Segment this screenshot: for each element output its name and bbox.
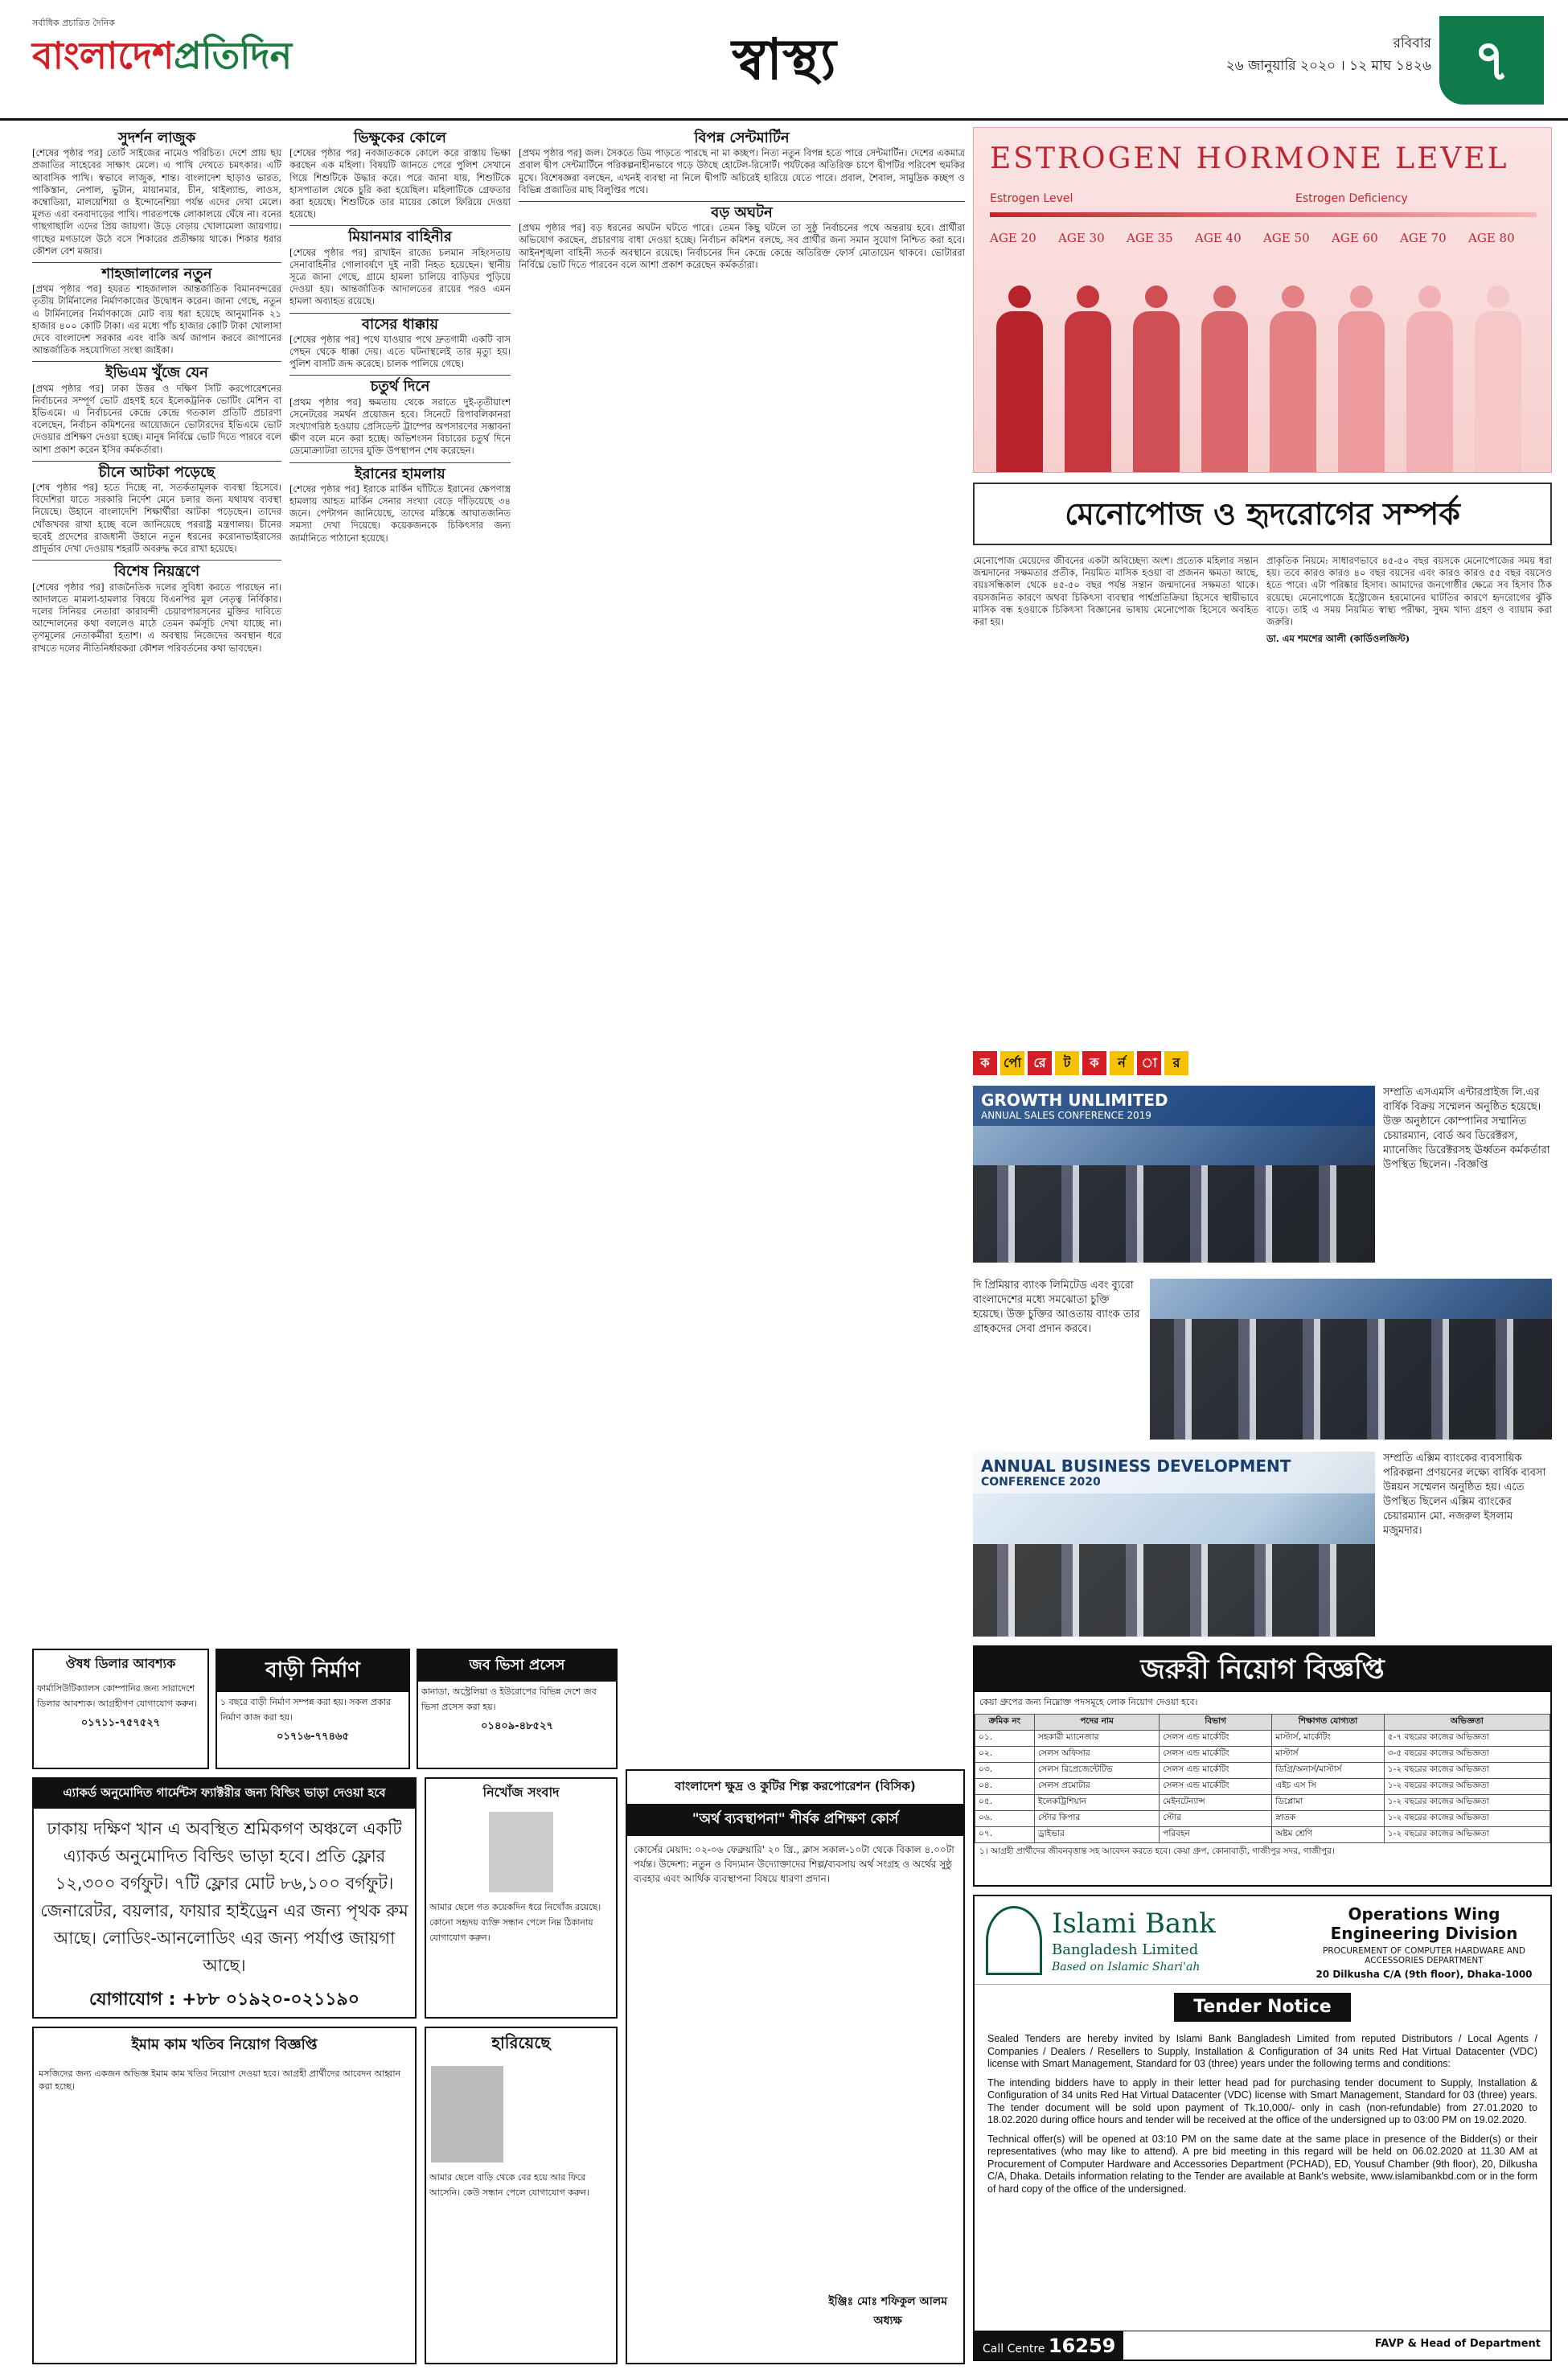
- corporate-text-3: সম্প্রতি এক্সিম ব্যাংকের ব্যবসায়িক পরিকল্পনা প্রণয়নের লক্ষ্যে বার্ষিক ব্যবসা উন্নয়ন সম্মেলন অনুষ্ঠিত হয়। এতে উপস্থিত ছিলেন এক্সিম ব্যাংকের চেয়ারম্যান মো. নজরুল ইসলাম মজুমদার।: [1383, 1452, 1546, 1537]
- menopause-headline: মেনোপোজ ও হৃদরোগের সম্পর্ক: [973, 483, 1552, 545]
- woman-figure: [1133, 285, 1180, 472]
- date-box: [1086, 32, 1431, 77]
- headline: ইরানের হামলায়: [355, 465, 445, 483]
- woman-figure: [1201, 285, 1248, 472]
- headline: বড় অঘটন: [711, 204, 773, 222]
- ib-header: [975, 1896, 1550, 1985]
- estrogen-level-label: Estrogen Level: [990, 192, 1073, 205]
- headline: বিশেষ নিয়ন্ত্রণে: [113, 563, 200, 581]
- article-text: মেনোপোজ মেয়েদের জীবনের একটা অবিচ্ছেদ্য অংশ। প্রত্যেক মহিলার সন্তান জন্মদানের সক্ষমতার প্রতীক, নিয়মিত মাসিক হওয়া বা প্রজনন ক্ষমতা আছে, বয়ঃসন্ধিকাল থেকে ৪৫-৫০ বছর পর্যন্ত সন্তান জন্মদানের সক্ষমতা থাকে। বয়সজনিত কারণে অথবা চিকিৎসা ব্যবস্থার পার্শ্বপ্রতিক্রিয়া হিসেবে স্থায়ীভাবে মাসিক বন্ধ হওয়াকে চিকিৎসা বিজ্ঞানের ভাষায় মেনোপোজ হিসেবে অবহিত করা হয়।: [973, 555, 1258, 628]
- headline: সুদর্শন লাজুক: [117, 129, 196, 146]
- woman-figure: [1406, 285, 1453, 472]
- menopause-col-2: [1266, 555, 1552, 1037]
- masthead: [0, 0, 1568, 121]
- signatory: FAVP & Head of Department: [1374, 2338, 1541, 2350]
- estrogen-deficiency-label: Estrogen Deficiency: [1295, 192, 1408, 205]
- age-label: AGE 35: [1127, 231, 1173, 245]
- table-row: ০৫. ইলেকট্রিশিয়ান মেইনটেন্যান্স ডিপ্লোমা ১-২ বছরের কাজের অভিজ্ঞতা: [975, 1795, 1550, 1811]
- article-text: [শেষের পৃষ্ঠার পর] তোর্ট সাইজের নামেও পরিচিত। দেশে প্রায় ছয় প্রজাতির সাহেবের সাক্ষাৎ মেলে। এ পাখি দেখতে চমৎকার। এটি আবাসিক পাখি। স্বভাবে লাজুক, শান্ত। বাংলাদেশ ছাড়াও ভারত, পাকিস্তান, নেপাল, ভুটান, মায়ানমার, চীন, থাইল্যান্ড, লাওস, কম্বোডিয়া, মালয়েশিয়া ও ইন্দোনেশিয়া পর্যন্ত এদের দেখা মেলে। মূলত এরা বনবাদাড়ের পাখি। পারতপক্ষে লোকালয়ে ঘেঁষে না। বনের গাছগাছালি এদের প্রিয় জায়গা। উড়ে বেড়ায় খোলামেলা জায়গায়। গাছের মগডালে উঠে বসে শিকারের প্রতীক্ষায় থাকে। শিকার ধরার কৌশল বেশ মজার।: [32, 147, 281, 257]
- factory-ad: এ্যাকর্ড অনুমোদিত গার্মেন্টস ফ্যাক্টরীর জন্য বিল্ডিং ভাড়া দেওয়া হবে ঢাকায় দক্ষিণ খান এ অবস্থিত শ্রমিকগণ অঞ্চলে একটি এ্যাকর্ড অনুমোদিত বিল্ডিং ভাড়া হবে। প্রতি ফ্লোর ১২,৩০০ বর্গফুট। ৭টি ফ্লোর মোট ৮৬,১০০ বর্গফুট। জেনারেটর, বয়লার, ফায়ার হাইড্রেন এর জন্য পৃথক রুম আছে। লোডিং-আনলোডিং এর জন্য পর্যাপ্ত জায়গা আছে। যোগাযোগ : +৮৮ ০১৯২০-০২১১৯০: [32, 1777, 417, 2019]
- date: ২৬ জানুয়ারি ২০২০ । ১২ মাঘ ১৪২৬: [1225, 58, 1431, 74]
- photo-banner: ANNUAL BUSINESS DEVELOPMENT CONFERENCE 2020: [973, 1452, 1375, 1493]
- age-label: AGE 80: [1468, 231, 1515, 245]
- headline: বাসের ধাক্কায়: [362, 315, 438, 333]
- table-row: ০৭. ড্রাইভার পরিবহন অষ্টম শ্রেণি ১-২ বছরের কাজের অভিজ্ঞতা: [975, 1827, 1550, 1843]
- woman-figure: [1065, 285, 1111, 472]
- job-ad: [973, 1645, 1552, 1887]
- estrogen-title: ESTROGEN HORMONE LEVEL: [990, 142, 1509, 175]
- logo: [32, 16, 293, 105]
- headline: চতুর্থ দিনে: [370, 378, 430, 396]
- article-text: [প্রথম পৃষ্ঠার পর] বড় ধরনের অঘটন ঘটতে পারে। তেমন কিছু ঘটলে তা সুষ্ঠু নির্বাচনের পথে অন্তরায় হবে। প্রার্থীরা অভিযোগ করছেন, প্রচারণায় বাধা দেওয়া হচ্ছে। নির্বাচন কমিশন বলছে, সব প্রার্থীর জন্য সমান সুযোগ নিশ্চিত করা হবে। আইনশৃঙ্খলা বাহিনী সতর্ক অবস্থানে রয়েছে। নির্বাচনের দিন কেন্দ্রে কেন্দ্রে অতিরিক্ত ফোর্স মোতায়েন থাকবে। ভোটাররা নির্বিঘ্নে ভোট দিতে পারবেন বলে আশা প্রকাশ করেছেন কর্মকর্তারা।: [519, 222, 965, 270]
- tender-body: Sealed Tenders are hereby invited by Islami Bank Bangladesh Limited from reputed Distributors / Local Agents / Companies / Dealers / Resellers to Supply, Installation & Configuration of 34 units Red Hat Virtual Datacenter (VDC) license with Smart Management, Standard for 03 (three) years under the following terms and conditions: The intending bidders have to apply in their letter head pad for purchasing tender document to Supply, Installation & Configuration of 34 units Red Hat Virtual Datacenter (VDC) license with Smart Management, Standard for 03 (three) years. The tender document will be sold upon payment of Tk.10,000/- only in cash (non-refundable) from 27.01.2020 to 18.02.2020 during office hours and tender will be received at the office of the undersigned up to 03:00 PM on 19.02.2020. Technical offer(s) will be opened at 03:10 PM on the same date at the same place in presence of the Bidder(s) or their representatives (who may like to attend). A pre bid meeting in this regard will be held on 06.02.2020 at 11.30 AM at Procurement of Computer Hardware and Accessories Department (PCHAD), ED, Yousuf Chamber (9th floor), 20, Dilkusha C/A, Dhaka. Details information relating to the Tender are available at Bank's website, www.islamibankbd.com or in the form of hard copy of the office of the undersigned.: [987, 2033, 1537, 2195]
- visa-ad: জব ভিসা প্রসেস কানাডা, অস্ট্রেলিয়া ও ইউরোপের বিভিন্ন দেশে জব ভিসা প্রসেস করা হয়। ০১৪০৯-৪৮৫২৭: [417, 1649, 618, 1769]
- age-label: AGE 40: [1195, 231, 1242, 245]
- article-text: প্রাকৃতিক নিয়মে: সাধারণভাবে ৪৫-৫০ বছর বয়সকে মেনোপোজের সময় ধরা হয়। তবে কারও কারও ৪০ বছর বয়সের এবং কারও কারও ৫৫ বছর বয়সেও হতে পারে। এটা পরিষ্কার হিসাব। আমাদের জনগোষ্ঠীর ক্ষেত্রে সব হিসাব ঠিক রয়েছে। মেনোপোজে ইস্ট্রোজেন হরমোনের ঘাটতির কারণে হৃদরোগের ঝুঁকি বাড়ে। তাই এ সময় নিয়মিত স্বাস্থ্য পরীক্ষা, সুষম খাদ্য গ্রহণ ও ব্যায়াম করা জরুরি।: [1266, 555, 1552, 628]
- article-text: [প্রথম পৃষ্ঠার পর] ক্ষমতায় থেকে সরাতে দুই-তৃতীয়াংশ সেনেটরের সমর্থন প্রয়োজন হবে। সিনেটে রিপাবলিকানরা সংখ্যাগরিষ্ঠ হওয়ায় প্রেসিডেন্ট ট্রাম্পের অপসারণের সম্ভাবনা ক্ষীণ বলে মনে করা হচ্ছে। অভিশংসন বিচারের চতুর্থ দিনে ডেমোক্র্যাটরা তাদের যুক্তি উপস্থাপন শেষ করেছেন।: [289, 396, 511, 457]
- corporate-text-1: সম্প্রতি এসএমসি এন্টারপ্রাইজ লি.এর বার্ষিক বিক্রয় সম্মেলন অনুষ্ঠিত হয়েছে। উক্ত অনুষ্ঠানে কোম্পানির সম্মানিত চেয়ারম্যান, বোর্ড অব ডিরেক্টরস, ম্যানেজিং ডিরেক্টরসহ ঊর্ধ্বতন কর্মকর্তারা উপস্থিত ছিলেন। -বিজ্ঞপ্তি: [1383, 1086, 1550, 1171]
- table-row: ০১. সহকারী ম্যানেজার সেলস এন্ড মার্কেটিং মাস্টার্স, মার্কেটিং ৫-৭ বছরের কাজের অভিজ্ঞতা: [975, 1731, 1550, 1747]
- article-text: [প্রথম পৃষ্ঠার পর] জল। সৈকতে ডিম পাড়তে পারছে না মা কচ্ছপ। নিত্য নতুন বিপন্ন হতে পারে সেন্টমার্টিন। দেশের একমাত্র প্রবাল দ্বীপ সেন্টমার্টিনে পরিকল্পনাহীনভাবে গড়ে উঠছে হোটেল-রিসোর্ট। পর্যটকের অতিরিক্ত চাপে দ্বীপটির পরিবেশ হুমকির মুখে। বিশেষজ্ঞরা বলছেন, এখনই ব্যবস্থা না নিলে দ্বীপটি অচিরেই হারিয়ে যেতে পারে। প্রবাল, শৈবাল, সামুদ্রিক কচ্ছপ ও বিভিন্ন প্রজাতির মাছ বিলুপ্তির পথে।: [519, 147, 965, 195]
- article-text: [প্রথম পৃষ্ঠার পর] হযরত শাহজালাল আন্তর্জাতিক বিমানবন্দরের তৃতীয় টার্মিনালের নির্মাণকাজের উদ্বোধন করেন। জানা গেছে, নতুন এ টার্মিনালের নির্মাণকাজে মোট ব্যয় ধরা হয়েছে আনুমানিক ২১ হাজার ৪০০ কোটি টাকা। এর মধ্যে পাঁচ হাজার কোটি টাকা খোলাসা দেবে বাংলাদেশ সরকার এবং বাকি অর্থ জাপান করবে জাপানের আন্তর্জাতিক সহযোগিতা সংস্থা জাইকা।: [32, 283, 281, 356]
- headline: চীনে আটকা পড়েছে: [98, 463, 215, 481]
- job-ad-title: জরুরী নিয়োগ বিজ্ঞপ্তি: [975, 1647, 1550, 1692]
- tender-notice-title: Tender Notice: [1174, 1993, 1351, 2022]
- article-text: [শেষের পৃষ্ঠার পর] রাখাইন রাজ্যে চলমান সহিংসতায় সেনাবাহিনীর গোলাবর্ষণে দুই নারী নিহত হয়েছেন। স্থানীয় সূত্রে জানা গেছে, গ্রামে হামলা চালিয়ে বাড়িঘর পুড়িয়ে দেওয়া হয়। আন্তর্জাতিক আদালতের রায়ের পরও এমন হামলা অব্যাহত রয়েছে।: [289, 246, 511, 307]
- author: ডা. এম শমশের আলী (কার্ডিওলজিস্ট): [1266, 633, 1410, 645]
- table-row: ০২. সেলস অফিসার সেলস এন্ড মার্কেটিং মাস্টার্স ৩-৫ বছরের কাজের অভিজ্ঞতা: [975, 1747, 1550, 1763]
- woman-figure: [996, 285, 1043, 472]
- article-text: [শেষের পৃষ্ঠার পর] রাজনৈতিক দলের সুবিধা করতে পারছেন না। আদালতে মামলা-হামলার বিষয়ে বিএনপির মূল নেতৃত্ব নির্বিকার। দলের সিনিয়র নেতারা কারাবন্দী চেয়ারপারসনের মুক্তির দাবিতে আন্দোলনের কথা বললেও মাঠে তেমন কর্মসূচি দেখা যাচ্ছে না। তৃণমূলের নেতাকর্মীরা হতাশ। এ অবস্থায় নিজেদের অবস্থান ধরে রাখতে দলের নীতিনির্ধারকরা কৌশল পরিবর্তনের কথা ভাবছেন।: [32, 581, 281, 654]
- corporate-text-2: দি প্রিমিয়ার ব্যাংক লিমিটেড এবং ব্যুরো বাংলাদেশের মধ্যে সমঝোতা চুক্তি হয়েছে। উক্ত চুক্তির আওতায় ব্যাংক তার গ্রাহকদের সেবা প্রদান করবে।: [973, 1279, 1140, 1335]
- age-label: AGE 70: [1400, 231, 1447, 245]
- missing-person-photo: [431, 2066, 503, 2162]
- house-ad: বাড়ী নির্মাণ ১ বছরে বাড়ী নির্মাণ সম্পন্ন করা হয়। সকল প্রকার নির্মাণ কাজ করা হয়। ০১৭১৬-৭৭৪৬৫: [215, 1649, 410, 1769]
- article-text: [শেষের পৃষ্ঠার পর] ইরাকে মার্কিন ঘাঁটিতে ইরানের ক্ষেপণাস্ত্র হামলায় আহত মার্কিন সেনার সংখ্যা বেড়ে দাঁড়িয়েছে ৩৪ জনে। পেন্টাগন জানিয়েছে, তাদের মস্তিষ্কে আঘাতজনিত সমস্যা দেখা দিয়েছে। কয়েকজনকে চিকিৎসার জন্য জার্মানিতে পাঠানো হয়েছে।: [289, 483, 511, 544]
- age-label: AGE 20: [990, 231, 1036, 245]
- corporate-photo-3: [973, 1452, 1375, 1637]
- age-label: AGE 50: [1263, 231, 1310, 245]
- headline: ইভিএম খুঁজে যেন: [105, 364, 208, 382]
- corporate-corner-header: ক র্পো রে ট ক র্ন া র: [973, 1047, 1552, 1079]
- table-row: ০৪. সেলস প্রমোটার সেলস এন্ড মার্কেটিং এইচ এস সি ১-২ বছরের কাজের অভিজ্ঞতা: [975, 1779, 1550, 1795]
- column-1: [32, 129, 281, 1263]
- column-3: [519, 129, 965, 1367]
- woman-figure: [1270, 285, 1316, 472]
- estrogen-bar: [990, 212, 1537, 217]
- lost-person-photo: [489, 1812, 553, 1892]
- article-text: [প্রথম পৃষ্ঠার পর] ঢাকা উত্তর ও দক্ষিণ সিটি করপোরেশনের নির্বাচনের সম্পূর্ণ ভোট গ্রহণই হবে ইলেকট্রনিক ভোটিং মেশিন বা ইভিএমে। এ নির্বাচনের কেন্দ্রে কেন্দ্রে গতকাল প্রতিটি প্রচারণা বলেছেন, নির্বাচন কমিশনের আয়োজনে ভোটারদের ইভিএমে ভোট দেওয়ার প্রশিক্ষণ দেওয়া হচ্ছে। মানুষ নির্বিঘ্নে ভোট দিতে পারবে বলে আশা প্রকাশ করেন ইসির কর্মকর্তারা।: [32, 382, 281, 455]
- table-row: ০৬. স্টোর কিপার স্টোর স্নাতক ১-২ বছরের কাজের অভিজ্ঞতা: [975, 1811, 1550, 1827]
- call-centre: Call Centre 16259: [975, 2331, 1123, 2360]
- page-number: ৭: [1439, 16, 1544, 105]
- age-label: AGE 60: [1332, 231, 1378, 245]
- corporate-photo-1: [973, 1086, 1375, 1263]
- headline: ভিক্ষুকের কোলে: [354, 129, 446, 146]
- bscic-ad: বাংলাদেশ ক্ষুদ্র ও কুটির শিল্প করপোরেশন (বিসিক) "অর্থ ব্যবস্থাপনা" শীর্ষক প্রশিক্ষণ কোর্স কোর্সের মেয়াদ: ০২-০৬ ফেব্রুয়ারি' ২০ খ্রি., ক্লাস সকাল-১০টা থেকে বিকাল ৪.০০টা পর্যন্ত। উদ্দেশ্য: নতুন ও বিদ্যমান উদ্যোক্তাদের শিল্প/ব্যবসায় অর্থ সংগ্রহ ও অর্থের সুষ্ঠু ব্যবহার এবং আর্থিক ব্যবস্থাপনা বিষয়ে ধারণা প্রদান। ইঞ্জিঃ মোঃ শফিকুল আলম অধ্যক্ষ: [626, 1769, 965, 2364]
- lost-ad: নিখোঁজ সংবাদ আমার ছেলে গত কয়েকদিন ধরে নিখোঁজ রয়েছে। কোনো সহৃদয় ব্যক্তি সন্ধান পেলে নিম্ন ঠিকানায় যোগাযোগ করুন।: [425, 1777, 618, 2019]
- corporate-photo-2: [1150, 1279, 1552, 1440]
- imam-ad: ইমাম কাম খতিব নিয়োগ বিজ্ঞপ্তি মসজিদের জন্য একজন অভিজ্ঞ ইমাম কাম খতিব নিয়োগ দেওয়া হবে। আগ্রহী প্রার্থীদের আবেদন আহ্বান করা হচ্ছে।: [32, 2027, 417, 2364]
- estrogen-graphic: [973, 127, 1552, 473]
- logo-text: বাংলাদেশপ্রতিদিন: [32, 34, 293, 77]
- woman-figure: [1475, 285, 1521, 472]
- bank-name: Islami Bank: [1052, 1908, 1216, 1940]
- age-label: AGE 30: [1058, 231, 1105, 245]
- dealer-ad: ঔষধ ডিলার আবশ্যক ফার্মাসিউটিক্যালস কোম্পানির জন্য সারাদেশে ডিলার আবশ্যক। আগ্রহীগণ যোগাযোগ করুন। ০১৭১১-৭৫৭৫২৭: [32, 1649, 209, 1769]
- bank-sub: Bangladesh Limited: [1052, 1941, 1199, 1958]
- bscic-signature: ইঞ্জিঃ মোঃ শফিকুল আলম অধ্যক্ষ: [828, 2295, 947, 2327]
- islami-bank-logo-icon: [986, 1906, 1042, 1975]
- job-ad-footer: ১। আগ্রহী প্রার্থীদের জীবনবৃত্তান্ত সহ আবেদন করতে হবে। কেয়া গ্রুপ, কোনাবাড়ী, গাজীপুর সদর, গাজীপুর।: [979, 1846, 1335, 1856]
- article-text: [শেষ পৃষ্ঠার পর] হতে দিচ্ছে না, সতর্কতামূলক ব্যবস্থা হিসেবে। বিদেশিরা যাতে সরকারি নির্দেশ মেনে চলার জন্য যথাযথ ব্যবস্থা নিয়েছে। উহানে বাংলাদেশি শিক্ষার্থীরা আটকা পড়েছেন। তাদের খোঁজখবর রাখা হচ্ছে বলে জানিয়েছে পররাষ্ট্র মন্ত্রণালয়। চীনের হুবেই প্রদেশের রাজধানী উহানে নতুন ধরনের করোনাভাইরাসের প্রাদুর্ভাব দেখা দেওয়ায় শহরটি অবরুদ্ধ করে রাখা হয়েছে।: [32, 482, 281, 555]
- headline: মিয়ানমার বাহিনীর: [348, 228, 452, 246]
- ib-dept-block: Operations Wing Engineering Division PROCUREMENT OF COMPUTER HARDWARE AND ACCESSORIES DEPARTMENT 20 Dilkusha C/A (9th floor), Dhaka-1000: [1316, 1904, 1533, 1980]
- column-2: [289, 129, 511, 1641]
- headline: বিপন্ন সেন্টমার্টিন: [694, 129, 790, 146]
- menopause-col-1: [973, 555, 1258, 1037]
- bank-tagline: Based on Islamic Shari'ah: [1052, 1961, 1201, 1974]
- article-text: [শেষের পৃষ্ঠার পর] নবজাতককে কোলে করে রাস্তায় ভিক্ষা করছেন এক মহিলা। বিষয়টি জানতে পেরে পুলিশ সেখানে গিয়ে শিশুটিকে উদ্ধার করে। পরে জানা যায়, শিশুটিকে হাসপাতাল থেকে চুরি করা হয়েছিল। মহিলাটিকে গ্রেফতার করা হয়েছে। শিশুটিকে তার মায়ের কোলে ফিরিয়ে দেওয়া হয়েছে।: [289, 147, 511, 220]
- job-ad-intro: কেয়া গ্রুপের জন্য নিম্নোক্ত পদসমূহে লোক নিয়োগ দেওয়া হবে।: [979, 1697, 1198, 1707]
- table-row: ০৩. সেলস রিপ্রেজেন্টেটিভ সেলস এন্ড মার্কেটিং ডিগ্রি/অনার্স/মাস্টার্স ১-২ বছরের কাজের অভিজ্ঞতা: [975, 1763, 1550, 1779]
- section-title: স্বাস্থ্য: [732, 27, 836, 92]
- islami-bank-tender: [973, 1895, 1552, 2361]
- day: রবিবার: [1393, 35, 1431, 51]
- photo-banner: GROWTH UNLIMITED ANNUAL SALES CONFERENCE 2019: [973, 1086, 1375, 1126]
- missing-ad: হারিয়েছে আমার ছেলে বাড়ি থেকে বের হয়ে আর ফিরে আসেনি। কেউ সন্ধান পেলে যোগাযোগ করুন।: [425, 2027, 618, 2364]
- job-table: ক্রমিক নং পদের নাম বিভাগ শিক্ষাগত যোগ্যতা অভিজ্ঞতা ০১. সহকারী ম্যানেজার সেলস এন্ড মার্কেটিং মাস্টার্স, মার্কেটিং ৫-৭ বছরের কাজের অভিজ্ঞতা ০২. সেলস অফিসার সেলস এন্ড মার্কেটিং মাস্টার্স ৩-৫ বছরের কাজের অভিজ্ঞতা ০৩. সেলস রিপ্রেজেন্টেটিভ সেলস এন্ড মার্কেটিং ডিগ্রি/অনার্স/মাস্টার্স ১-২ বছরের কাজের অভিজ্ঞতা ০৪. সেলস প্রমোটার সেলস এন্ড মার্কেটিং এইচ এস সি ১-২ বছরের কাজের অভিজ্ঞতা ০৫. ইলেকট্রিশিয়ান মেইনটেন্যান্স ডিপ্লোমা ১-২ বছরের কাজের অভিজ্ঞতা ০৬. স্টোর কিপার স্টোর স্নাতক ১-২ বছরের কাজের অভিজ্ঞতা ০৭. ড্রাইভার পরিবহন অষ্টম শ্রেণি ১-২ বছরের কাজের অভিজ্ঞতা: [975, 1714, 1550, 1843]
- article-text: [শেষের পৃষ্ঠার পর] পথে যাওয়ার পথে দ্রুতগামী একটি বাস পেছন থেকে ধাক্কা দেয়। এতে ঘটনাস্থলেই তার মৃত্যু হয়। পুলিশ বাসটি জব্দ করেছে। চালক পালিয়ে গেছে।: [289, 333, 511, 370]
- tender-footer: [975, 2331, 1550, 2360]
- logo-tag: সর্বাধিক প্রচারিত দৈনিক: [32, 18, 116, 28]
- woman-figure: [1338, 285, 1385, 472]
- headline: শাহজালালের নতুন: [101, 265, 212, 283]
